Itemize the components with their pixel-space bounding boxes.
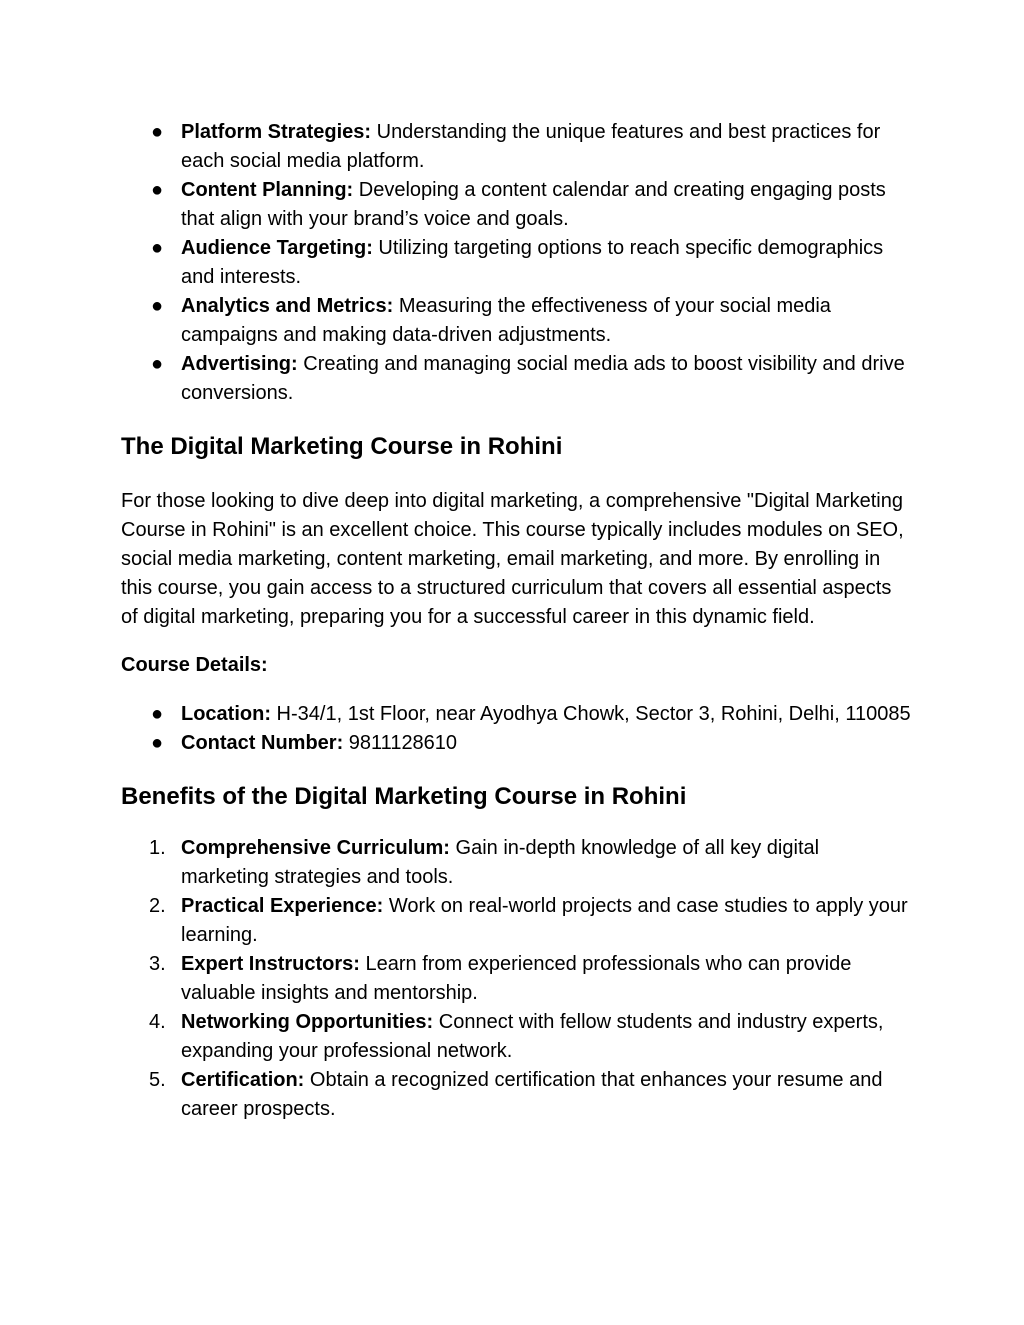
list-item [121,118,911,176]
section-heading-benefits: Benefits of the Digital Marketing Course in Rohini [121,783,687,810]
list-item [121,729,911,758]
item-label: Advertising: [181,353,298,375]
bullet-icon: ● [151,353,164,375]
bullet-icon: ● [151,121,164,143]
list-item [121,892,911,950]
list-item [121,176,911,234]
list-item [121,1008,911,1066]
item-text: Work on real-world projects and case studies to apply your learning. [181,895,908,946]
item-label: Certification: [181,1069,305,1091]
list-item [121,234,911,292]
bullet-icon: ● [151,703,164,725]
item-label: Platform Strategies: [181,121,372,143]
item-label: Location: [181,703,271,725]
item-text: Developing a content calendar and creating engaging posts that align with your brand’s voice and goals. [181,179,886,230]
course-details-heading: Course Details: [121,654,268,676]
item-label: Expert Instructors: [181,953,360,975]
list-item [121,292,911,350]
item-label: Networking Opportunities: [181,1011,434,1033]
item-text: Learn from experienced professionals who can provide valuable insights and mentorship. [181,953,852,1004]
item-text: 9811128610 [343,732,458,754]
bullet-icon: ● [151,732,164,754]
document-content [121,118,911,1124]
item-text: H-34/1, 1st Floor, near Ayodhya Chowk, Sector 3, Rohini, Delhi, 110085 [271,703,911,725]
list-item [121,350,911,408]
course-details-list [121,700,911,758]
item-text: Measuring the effectiveness of your social media campaigns and making data-driven adjustments. [181,295,831,346]
section-heading-course: The Digital Marketing Course in Rohini [121,433,563,460]
item-text: Connect with fellow students and industry experts, expanding your professional network. [181,1011,884,1062]
bullet-icon: ● [151,237,164,259]
item-label: Contact Number: [181,732,344,754]
list-item [121,700,911,729]
list-number: 5. [149,1069,166,1091]
item-text: Understanding the unique features and best practices for each social media platform. [181,121,881,172]
list-item [121,950,911,1008]
list-number: 2. [149,895,166,917]
item-text: Obtain a recognized certification that enhances your resume and career prospects. [181,1069,883,1120]
list-number: 1. [149,837,166,859]
platform-list [121,118,911,408]
item-label: Practical Experience: [181,895,384,917]
list-number: 4. [149,1011,166,1033]
item-text: Creating and managing social media ads to boost visibility and drive conversions. [181,353,905,404]
course-paragraph: For those looking to dive deep into digital marketing, a comprehensive "Digital Marketing Course in Rohini" is an excellent choice. This course typically includes modules on SEO, social media marketing, content marketing, email marketing, and more. By enrolling in this course, you gain access to a structured curriculum that covers all essential aspects of digital marketing, preparing you for a successful career in this dynamic field. [121,490,904,628]
item-text: Gain in-depth knowledge of all key digital marketing strategies and tools. [181,837,820,888]
bullet-icon: ● [151,295,164,317]
item-label: Analytics and Metrics: [181,295,394,317]
list-item [121,834,911,892]
list-number: 3. [149,953,166,975]
item-label: Comprehensive Curriculum: [181,837,450,859]
item-label: Audience Targeting: [181,237,373,259]
benefits-list [121,834,911,1124]
list-item [121,1066,911,1124]
bullet-icon: ● [151,179,164,201]
item-text: Utilizing targeting options to reach specific demographics and interests. [181,237,884,288]
item-label: Content Planning: [181,179,354,201]
